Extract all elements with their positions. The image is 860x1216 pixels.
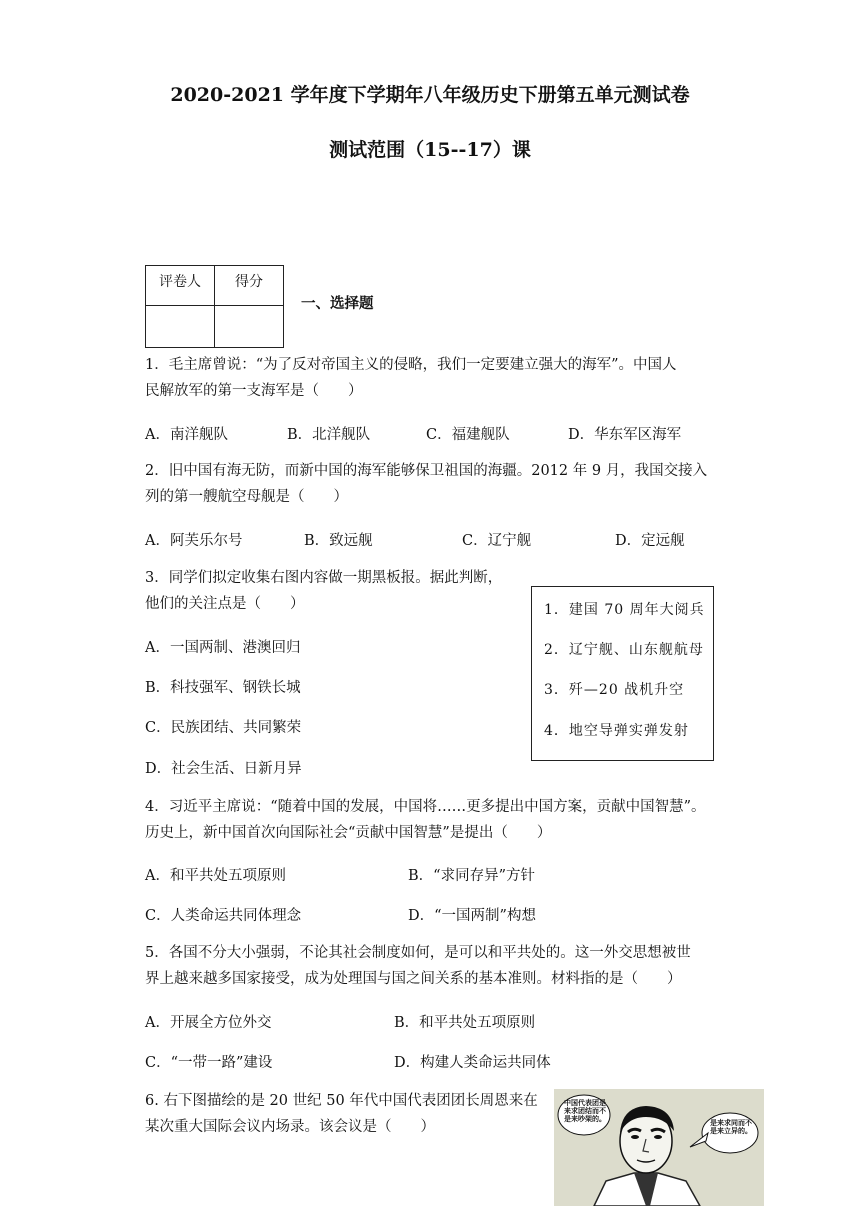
question-4-option-b[interactable]: B．“求同存异”方针: [408, 868, 535, 884]
question-1-stem: 1．毛主席曾说：“为了反对帝国主义的侵略，我们一定要建立强大的海军”。中国人 民解放军的第一支海军是（ ）: [145, 357, 677, 399]
section-title: 一、选择题: [301, 295, 374, 312]
score-table-score-cell[interactable]: [215, 306, 284, 348]
cartoon-bubble-right-text: 是来求同而不是来立异的。: [710, 1119, 752, 1135]
question-3-option-b[interactable]: B．科技强军、钢铁长城: [145, 680, 301, 696]
question-1-option-a[interactable]: A．南洋舰队: [145, 427, 228, 443]
question-1-option-b[interactable]: B．北洋舰队: [287, 427, 371, 443]
question-2-option-a[interactable]: A．阿芙乐尔号: [145, 533, 243, 549]
question-3-option-a[interactable]: A．一国两制、港澳回归: [145, 640, 301, 656]
question-5-stem: 5．各国不分大小强弱，不论其社会制度如何，是可以和平共处的。这一外交思想被世 界上越来越多国家接受，成为处理国与国之间关系的基本准则。材料指的是（ ）: [145, 945, 691, 987]
reference-box-item-4: 4．地空导弹实弹发射: [544, 723, 689, 739]
score-table-score-header: 得分: [215, 266, 284, 306]
question-6-cartoon-image: [554, 1089, 764, 1206]
question-1-option-d[interactable]: D．华东军区海军: [568, 427, 682, 443]
question-6-stem: 6. 右下图描绘的是 20 世纪 50 年代中国代表团团长周恩来在 某次重大国际会议内场录。该会议是（ ）: [145, 1093, 538, 1135]
reference-box-item-2: 2．辽宁舰、山东舰航母: [544, 642, 704, 658]
question-5-option-c[interactable]: C．“一带一路”建设: [145, 1055, 273, 1071]
exam-title: 2020-2021 学年度下学期年八年级历史下册第五单元测试卷: [170, 84, 690, 106]
question-5-option-b[interactable]: B．和平共处五项原则: [394, 1015, 536, 1031]
reference-box-item-1: 1．建国 70 周年大阅兵: [544, 602, 705, 618]
reference-box-item-3: 3．歼—20 战机升空: [544, 682, 685, 698]
question-2-option-d[interactable]: D．定远舰: [615, 533, 685, 549]
question-4-option-d[interactable]: D．“一国两制”构想: [408, 908, 536, 924]
question-3-stem: 3．同学们拟定收集右图内容做一期黑板报。据此判断， 他们的关注点是（ ）: [145, 570, 503, 612]
question-4-stem: 4．习近平主席说：“随着中国的发展，中国将……更多提出中国方案，贡献中国智慧”。 历史上，新中国首次向国际社会“贡献中国智慧”是提出（ ）: [145, 799, 706, 841]
question-2-option-b[interactable]: B．致远舰: [304, 533, 373, 549]
question-1-option-c[interactable]: C．福建舰队: [426, 427, 510, 443]
score-table-reviewer-cell[interactable]: [146, 306, 215, 348]
question-4-option-c[interactable]: C．人类命运共同体理念: [145, 908, 302, 924]
question-2-option-c[interactable]: C．辽宁舰: [462, 533, 532, 549]
score-table-reviewer-header: 评卷人: [146, 266, 215, 306]
question-3-reference-box: [531, 586, 714, 761]
question-3-option-c[interactable]: C．民族团结、共同繁荣: [145, 720, 302, 736]
score-table: [145, 265, 284, 348]
cartoon-bubble-left-text: 中国代表团是来求团结而不是来吵架的。: [564, 1099, 606, 1123]
question-2-stem: 2．旧中国有海无防，而新中国的海军能够保卫祖国的海疆。2012 年 9 月，我国交接入 列的第一艘航空母舰是（ ）: [145, 463, 708, 505]
question-5-option-a[interactable]: A．开展全方位外交: [145, 1015, 272, 1031]
question-3-option-d[interactable]: D．社会生活、日新月异: [145, 761, 302, 777]
question-4-option-a[interactable]: A．和平共处五项原则: [145, 868, 286, 884]
question-5-option-d[interactable]: D．构建人类命运共同体: [394, 1055, 551, 1071]
exam-subtitle: 测试范围（15--17）课: [329, 139, 531, 161]
